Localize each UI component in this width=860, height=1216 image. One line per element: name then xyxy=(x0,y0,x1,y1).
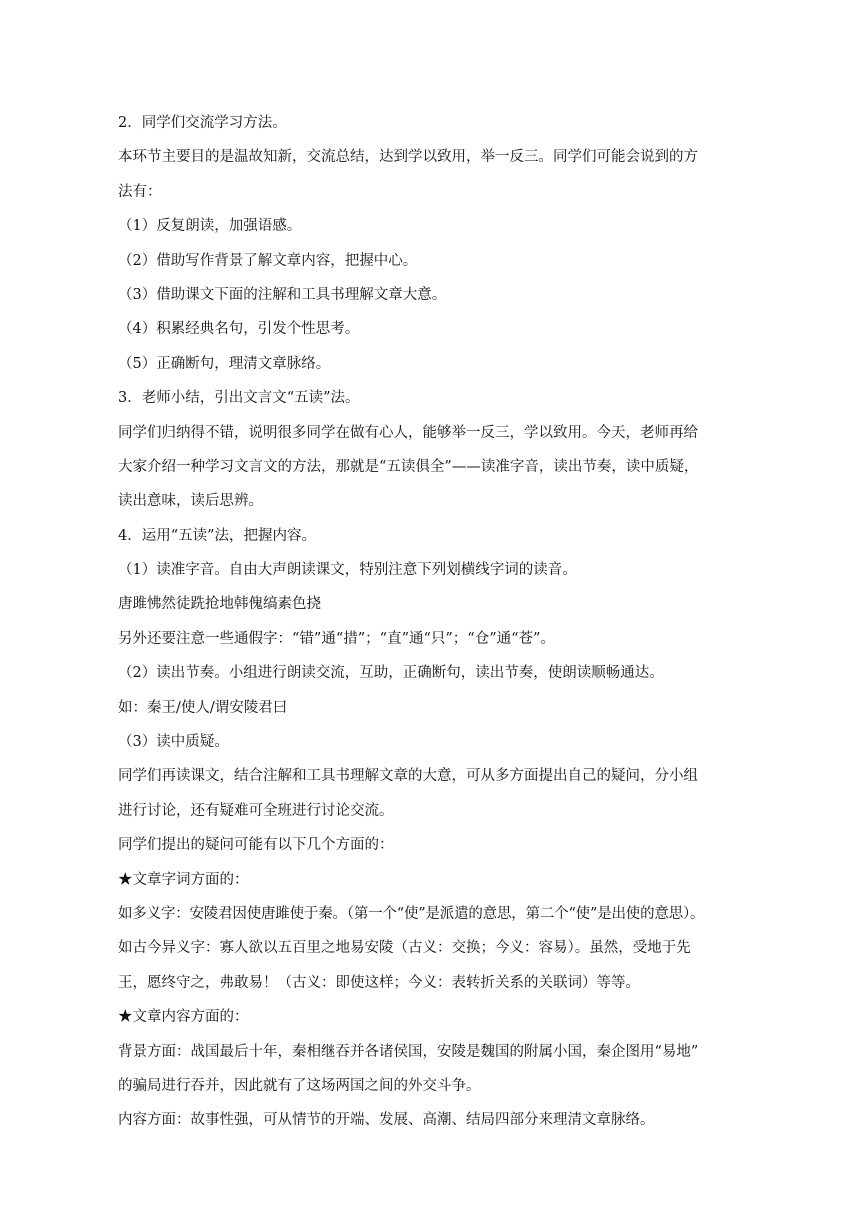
list-item: （3）借助课文下面的注解和工具书理解文章大意。 xyxy=(118,286,447,303)
paragraph-line: 如多义字：安陵君因使唐雎使于秦。（第一个“使”是派遣的意思，第二个“使”是出使的意思）。 xyxy=(118,905,705,922)
vocabulary-line: 唐雎怫然徒跣抢地韩傀缟素色挠 xyxy=(118,596,321,613)
paragraph-line: 如古今异义字：寡人欲以五百里之地易安陵（古义：交换；今义：容易）。虽然，受地于先 xyxy=(118,940,691,957)
paragraph-line: 同学们提出的疑问可能有以下几个方面的： xyxy=(118,837,394,854)
paragraph-line: 王，愿终守之，弗敢易！（古义：即使这样；今义：表转折关系的关联词）等等。 xyxy=(118,974,640,991)
paragraph-line: 背景方面：战国最后十年，秦相继吞并各诸侯国，安陵是魏国的附属小国，秦企图用“易地” xyxy=(118,1043,699,1060)
list-item: （2）读出节奏。小组进行朗读交流，互助，正确断句，读出节奏，使朗读顺畅通达。 xyxy=(118,665,664,682)
paragraph-line: 进行讨论，还有疑难可全班进行讨论交流。 xyxy=(118,802,394,819)
list-item: （1）读准字音。自由大声朗读课文，特别注意下列划横线字词的读音。 xyxy=(118,562,577,579)
paragraph-line: 内容方面：故事性强，可从情节的开端、发展、高潮、结局四部分来理清文章脉络。 xyxy=(118,1112,655,1129)
list-item: （1）反复朗读，加强语感。 xyxy=(118,218,302,235)
star-heading: ★文章字词方面的： xyxy=(118,871,249,888)
list-item: （2）借助写作背景了解文章内容，把握中心。 xyxy=(118,252,418,269)
paragraph-line: 大家介绍一种学习文言文的方法，那就是“五读俱全”——读准字音，读出节奏，读中质疑， xyxy=(118,458,699,475)
paragraph-line: 本环节主要目的是温故知新，交流总结，达到学以致用，举一反三。同学们可能会说到的方 xyxy=(118,149,698,166)
example-line: 如：秦王/使人/谓安陵君曰 xyxy=(118,699,288,716)
paragraph-line: 的骗局进行吞并，因此就有了这场两国之间的外交斗争。 xyxy=(118,1077,481,1094)
list-item: （3）读中质疑。 xyxy=(118,734,229,751)
section-heading-2: 2．同学们交流学习方法。 xyxy=(118,115,287,131)
star-heading: ★文章内容方面的： xyxy=(118,1009,249,1026)
paragraph-line: 法有： xyxy=(118,183,162,200)
section-heading-3: 3．老师小结，引出文言文“五读”法。 xyxy=(118,390,360,407)
paragraph-line: 同学们再读课文，结合注解和工具书理解文章的大意，可从多方面提出自己的疑问，分小组 xyxy=(118,768,698,785)
document-body xyxy=(118,106,748,1138)
list-item: （5）正确断句，理清文章脉络。 xyxy=(118,355,331,372)
section-heading-4: 4．运用“五读”法，把握内容。 xyxy=(118,527,317,544)
paragraph-line: 另外还要注意一些通假字：“错”通“措”；“直”通“只”；“仓”通“苍”。 xyxy=(118,630,555,647)
paragraph-line: 同学们归纳得不错，说明很多同学在做有心人，能够举一反三，学以致用。今天，老师再给 xyxy=(118,424,698,441)
list-item: （4）积累经典名句，引发个性思考。 xyxy=(118,321,360,338)
paragraph-line: 读出意味，读后思辨。 xyxy=(118,493,263,510)
